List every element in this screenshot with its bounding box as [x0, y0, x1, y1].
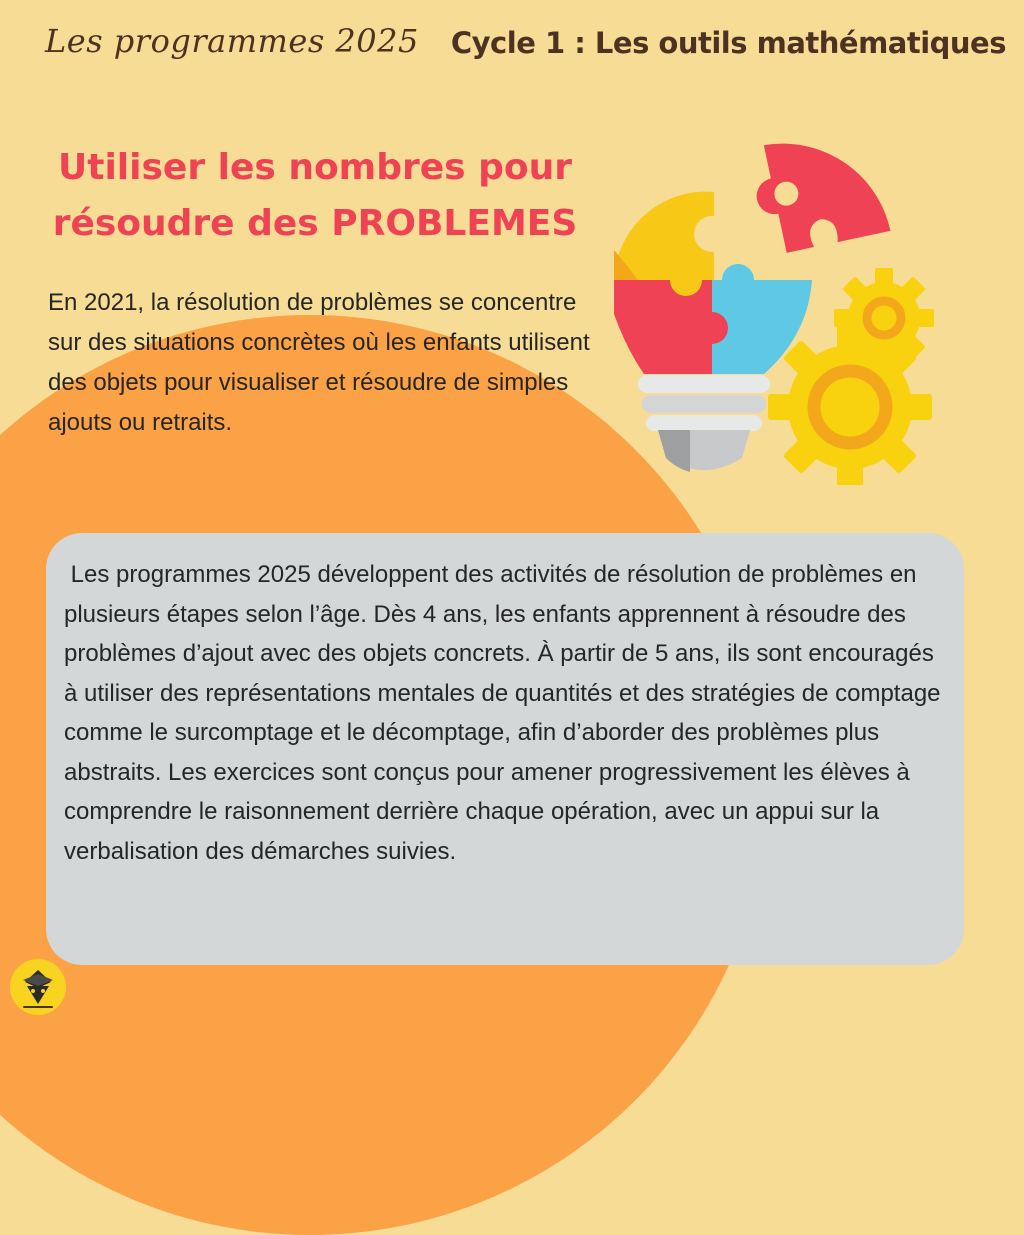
- intro-paragraph: En 2021, la résolution de problèmes se concentre sur des situations concrètes où les enfants utilisent des objets pour visualiser et résoudre de simples ajouts ou retraits.: [48, 289, 590, 436]
- cycle-heading: Cycle 1 : Les outils mathématiques: [450, 26, 1006, 60]
- title-line-2: résoudre des PROBLEMES: [52, 203, 578, 244]
- page-title: [20, 140, 610, 252]
- info-paragraph: Les programmes 2025 développent des activités de résolution de problèmes en plusieurs étapes selon l’âge. Dès 4 ans, les enfants apprennent à résoudre des problèmes d’ajout avec des objets concrets. À partir de 5 ans, ils sont encouragés à utiliser des représentations mentales de quantités et des stratégies de comptage comme le surcomptage et le décomptage, afin d’aborder des problèmes plus abstraits. Les exercices sont conçus pour amener progressivement les élèves à comprendre le raisonnement derrière chaque opération, avec un appui sur la verbalisation des démarches suivies.: [64, 561, 948, 865]
- series-title: Les programmes 2025: [45, 22, 419, 60]
- info-box: [46, 533, 964, 965]
- title-line-1: Utiliser les nombres pour: [58, 147, 572, 188]
- fox-graduation-logo-icon: [9, 958, 67, 1016]
- puzzle-lightbulb-gears-icon: [600, 130, 940, 485]
